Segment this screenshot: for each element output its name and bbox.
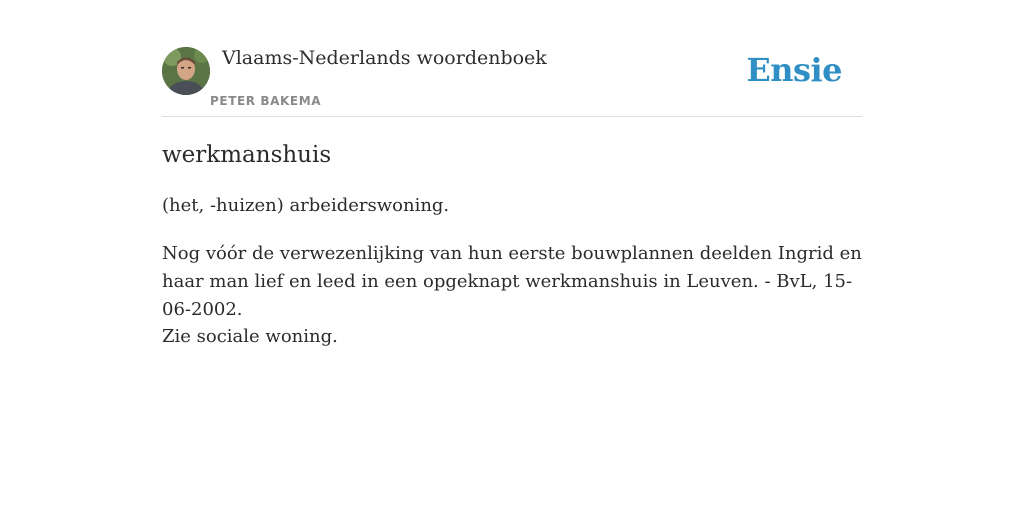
author-avatar[interactable] bbox=[162, 47, 210, 95]
entry-see-also: Zie sociale woning. bbox=[162, 326, 338, 347]
avatar-photo-icon bbox=[162, 47, 210, 95]
entry-header bbox=[162, 0, 862, 117]
author-name[interactable]: PETER BAKEMA bbox=[210, 94, 322, 108]
entry-definition: (het, -huizen) arbeiderswoning. bbox=[162, 195, 450, 216]
brand-logo[interactable]: Ensie bbox=[746, 51, 842, 89]
page-content bbox=[162, 0, 862, 347]
dictionary-title[interactable]: Vlaams-Nederlands woordenboek bbox=[222, 47, 547, 69]
entry-example: Nog vóór de verwezenlijking van hun eerste bouwplannen deelden Ingrid en haar man lief en leed in een opgeknapt werkmanshuis in Leuven. - BvL, 15-06-2002. bbox=[162, 243, 862, 320]
entry-term: werkmanshuis bbox=[162, 142, 332, 168]
